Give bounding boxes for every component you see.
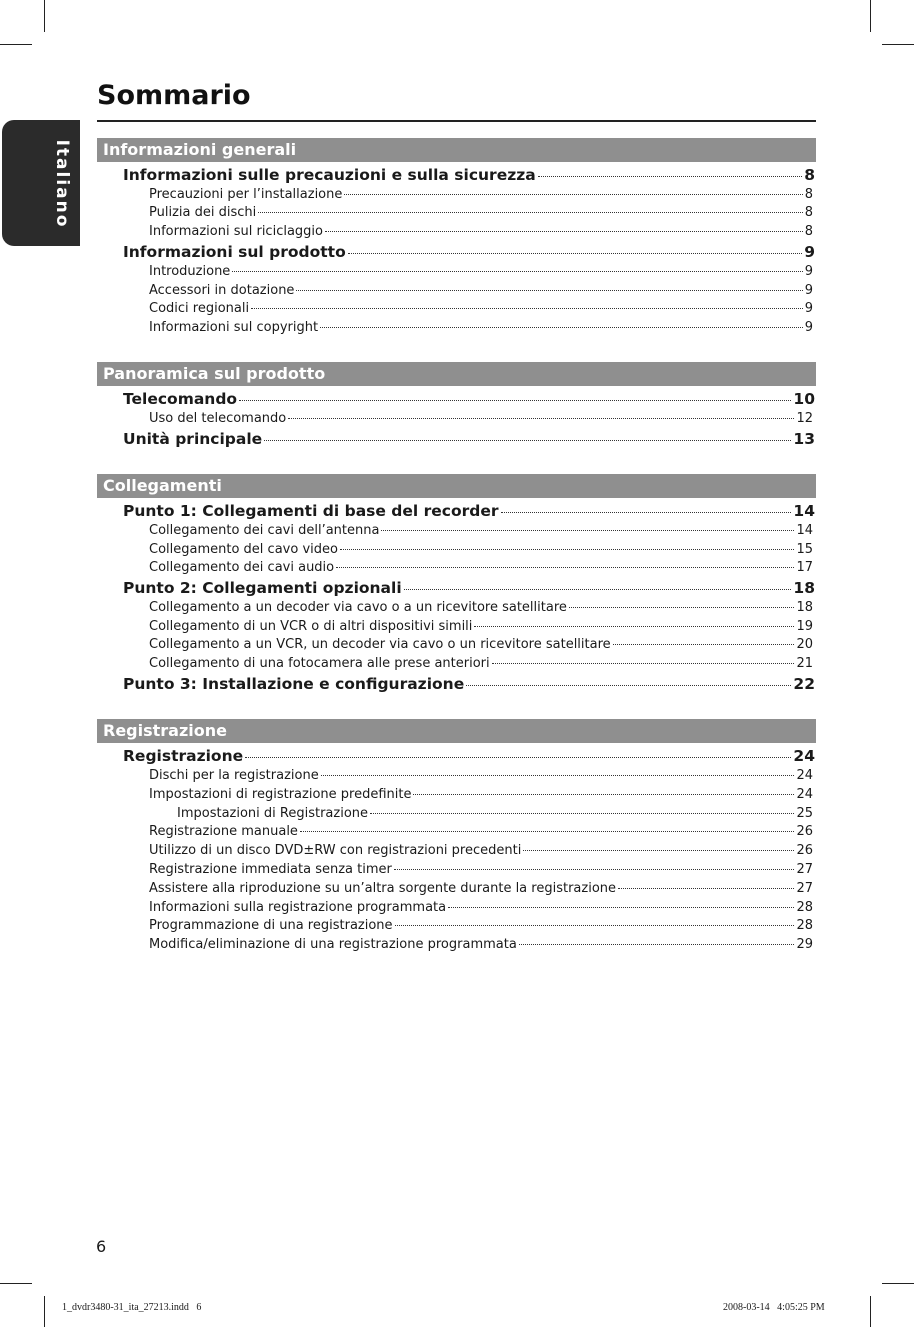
crop-mark: [870, 0, 871, 32]
section-heading-informazioni-generali: Informazioni generali: [97, 138, 816, 162]
toc-entry-title: Precauzioni per l’installazione: [149, 187, 343, 202]
toc-entry[interactable]: [123, 747, 815, 765]
toc-entry[interactable]: [149, 205, 813, 220]
toc-entry[interactable]: [149, 881, 813, 896]
toc-entry-page: 27: [796, 862, 813, 877]
toc-entry[interactable]: [149, 937, 813, 952]
toc-entry-page: 26: [796, 843, 813, 858]
toc-entry-title: Programmazione di una registrazione: [149, 918, 393, 933]
dot-leader: [404, 589, 792, 590]
toc-entry-page: 9: [804, 301, 813, 316]
dot-leader: [492, 663, 795, 664]
toc-entry[interactable]: [149, 187, 813, 202]
toc-entry[interactable]: [149, 411, 813, 426]
toc-entry-page: 28: [796, 900, 813, 915]
dot-leader: [538, 176, 803, 177]
toc-entry-page: 10: [793, 390, 815, 408]
toc-entry-title: Pulizia dei dischi: [149, 205, 257, 220]
crop-mark: [882, 44, 914, 45]
title-rule: [97, 120, 816, 122]
toc-entry[interactable]: [177, 806, 813, 821]
dot-leader: [381, 530, 794, 531]
toc-entry-title: Telecomando: [123, 390, 238, 408]
toc-entry-page: 24: [793, 747, 815, 765]
toc-entry-title: Informazioni sul copyright: [149, 320, 319, 335]
dot-leader: [618, 888, 794, 889]
dot-leader: [336, 567, 794, 568]
toc-entry[interactable]: [123, 430, 815, 448]
toc-entry-title: Informazioni sul prodotto: [123, 243, 346, 261]
dot-leader: [288, 418, 794, 419]
toc-entry-page: 13: [793, 430, 815, 448]
toc-entry-page: 15: [796, 542, 813, 557]
toc-entry-page: 9: [804, 243, 815, 261]
toc-entry[interactable]: [149, 843, 813, 858]
toc-entry[interactable]: [149, 918, 813, 933]
toc-entry[interactable]: [123, 243, 815, 261]
dot-leader: [340, 549, 795, 550]
dot-leader: [251, 308, 803, 309]
toc-entry[interactable]: [149, 900, 813, 915]
footer-file-name: 1_dvdr3480-31_ita_27213.indd 6: [62, 1302, 202, 1313]
toc-entry-title: Punto 2: Collegamenti opzionali: [123, 579, 402, 597]
dot-leader: [466, 685, 791, 686]
toc-entry[interactable]: [149, 600, 813, 615]
toc-entry-title: Assistere alla riproduzione su un’altra sorgente durante la registrazione: [149, 881, 617, 896]
toc-entry[interactable]: [149, 656, 813, 671]
toc-entry-title: Informazioni sulla registrazione programmata: [149, 900, 447, 915]
toc-entry-page: 9: [804, 264, 813, 279]
toc-entry-page: 26: [796, 824, 813, 839]
dot-leader: [569, 607, 795, 608]
dot-leader: [321, 775, 795, 776]
toc-entry-title: Impostazioni di registrazione predefinite: [149, 787, 412, 802]
toc-entry-page: 18: [796, 600, 813, 615]
toc-entry-page: 9: [804, 320, 813, 335]
toc-entry[interactable]: [149, 283, 813, 298]
dot-leader: [258, 212, 802, 213]
toc-entry-page: 9: [804, 283, 813, 298]
toc-entry[interactable]: [123, 502, 815, 520]
toc-entry-title: Punto 1: Collegamenti di base del recorder: [123, 502, 499, 520]
toc-entry-page: 14: [793, 502, 815, 520]
toc-entry-page: 19: [796, 619, 813, 634]
dot-leader: [394, 869, 795, 870]
toc-entry-title: Registrazione manuale: [149, 824, 298, 839]
dot-leader: [613, 644, 795, 645]
toc-entry[interactable]: [149, 301, 813, 316]
dot-leader: [523, 850, 794, 851]
dot-leader: [300, 831, 795, 832]
toc-entry[interactable]: [149, 224, 813, 239]
toc-entry-title: Registrazione immediata senza timer: [149, 862, 392, 877]
language-side-tab-label: Italiano: [52, 139, 72, 229]
toc-entry-title: Collegamento dei cavi dell’antenna: [149, 523, 380, 538]
toc-entry-title: Collegamento a un VCR, un decoder via cavo o un ricevitore satellitare: [149, 637, 611, 652]
section-heading-collegamenti: Collegamenti: [97, 474, 816, 498]
toc-entry-page: 14: [796, 523, 813, 538]
toc-entry[interactable]: [149, 637, 813, 652]
dot-leader: [344, 194, 802, 195]
toc-entry-page: 29: [796, 937, 813, 952]
toc-entry-title: Utilizzo di un disco DVD±RW con registrazioni precedenti: [149, 843, 522, 858]
crop-mark: [44, 0, 45, 32]
toc-entry[interactable]: [149, 619, 813, 634]
toc-entry-page: 8: [804, 166, 815, 184]
dot-leader: [370, 813, 794, 814]
toc-entry-title: Collegamento di un VCR o di altri dispositivi simili: [149, 619, 473, 634]
toc-entry[interactable]: [123, 675, 815, 693]
toc-entry-page: 24: [796, 768, 813, 783]
toc-entry-page: 27: [796, 881, 813, 896]
toc-entry-page: 24: [796, 787, 813, 802]
toc-entry[interactable]: [149, 542, 813, 557]
toc-entry-page: 8: [804, 205, 813, 220]
toc-entry-title: Registrazione: [123, 747, 244, 765]
toc-entry[interactable]: [149, 824, 813, 839]
dot-leader: [239, 400, 791, 401]
crop-mark: [0, 44, 32, 45]
toc-entry-title: Informazioni sul riciclaggio: [149, 224, 323, 239]
dot-leader: [296, 290, 802, 291]
dot-leader: [320, 327, 803, 328]
toc-entry[interactable]: [123, 579, 815, 597]
toc-entry-title: Collegamento di una fotocamera alle prese anteriori: [149, 656, 490, 671]
toc-entry-title: Informazioni sulle precauzioni e sulla sicurezza: [123, 166, 536, 184]
toc-entry-title: Punto 3: Installazione e configurazione: [123, 675, 465, 693]
dot-leader: [325, 231, 803, 232]
section-heading-panoramica-sul-prodotto: Panoramica sul prodotto: [97, 362, 816, 386]
toc-entry-page: 8: [804, 224, 813, 239]
page-number: 6: [96, 1237, 107, 1256]
dot-leader: [448, 907, 794, 908]
dot-leader: [519, 944, 795, 945]
toc-entry[interactable]: [149, 320, 813, 335]
toc-entry-page: 28: [796, 918, 813, 933]
section-heading-registrazione: Registrazione: [97, 719, 816, 743]
toc-entry-page: 12: [796, 411, 813, 426]
toc-entry-page: 17: [796, 560, 813, 575]
toc-entry-page: 21: [796, 656, 813, 671]
toc-entry-title: Accessori in dotazione: [149, 283, 295, 298]
footer-timestamp: 2008-03-14 4:05:25 PM: [723, 1302, 825, 1313]
dot-leader: [501, 512, 792, 513]
dot-leader: [395, 925, 795, 926]
dot-leader: [348, 253, 802, 254]
toc-entry-page: 22: [793, 675, 815, 693]
dot-leader: [474, 626, 794, 627]
crop-mark: [0, 1283, 32, 1284]
toc-entry-title: Dischi per la registrazione: [149, 768, 319, 783]
toc-entry[interactable]: [149, 787, 813, 802]
toc-entry[interactable]: [123, 390, 815, 408]
toc-entry-page: 20: [796, 637, 813, 652]
toc-entry-page: 25: [796, 806, 813, 821]
toc-entry[interactable]: [149, 560, 813, 575]
crop-mark: [44, 1296, 45, 1327]
dot-leader: [232, 271, 802, 272]
toc-entry-page: 18: [793, 579, 815, 597]
toc-entry-title: Impostazioni di Registrazione: [177, 806, 369, 821]
toc-entry[interactable]: [149, 862, 813, 877]
dot-leader: [264, 440, 791, 441]
toc-entry[interactable]: [149, 768, 813, 783]
toc-entry-page: 8: [804, 187, 813, 202]
page-title: Sommario: [97, 80, 251, 111]
toc-entry-title: Collegamento dei cavi audio: [149, 560, 335, 575]
toc-entry-title: Collegamento del cavo video: [149, 542, 338, 557]
toc-entry-title: Collegamento a un decoder via cavo o a un ricevitore satellitare: [149, 600, 567, 615]
toc-entry[interactable]: [149, 264, 813, 279]
toc-entry[interactable]: [123, 166, 815, 184]
toc-entry-title: Introduzione: [149, 264, 231, 279]
crop-mark: [870, 1296, 871, 1327]
crop-mark: [882, 1283, 914, 1284]
toc-entry-title: Unità principale: [123, 430, 263, 448]
toc-entry[interactable]: [149, 523, 813, 538]
toc-entry-title: Uso del telecomando: [149, 411, 287, 426]
toc-entry-title: Codici regionali: [149, 301, 250, 316]
dot-leader: [245, 757, 791, 758]
toc-entry-title: Modifica/eliminazione di una registrazione programmata: [149, 937, 517, 952]
dot-leader: [413, 794, 794, 795]
